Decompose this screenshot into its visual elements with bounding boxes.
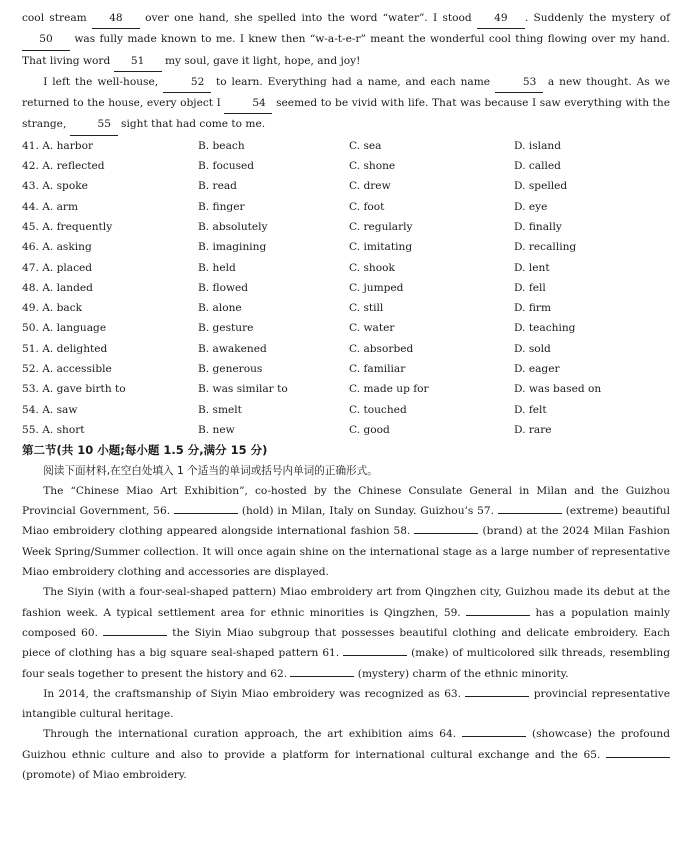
option-d: D. finally [514, 220, 562, 233]
passage-text: over one hand, she spelled into the word “water”. I stood [139, 12, 477, 24]
answer-blank [414, 533, 478, 534]
passage-text: the Siyin Miao subgroup that possesses beautiful clothing and delicate embroidery. Each piece of clothing has a big square seal-shaped pattern 61. [22, 626, 670, 660]
option-c: C. touched [349, 403, 407, 416]
answer-blank [462, 736, 526, 737]
option-c: C. drew [349, 180, 391, 193]
option-d: D. firm [514, 302, 552, 315]
passage-text: has a population mainly composed 60. [22, 606, 670, 639]
option-text: A. harbor [42, 139, 94, 152]
question-options-row [22, 298, 670, 318]
passage-text: Through the international curation approach, the art exhibition aims 64. [43, 728, 463, 741]
option-b: B. beach [198, 139, 245, 152]
passage-text: a new thought. As we returned to the house, every object I [22, 75, 670, 110]
question-options-row [22, 318, 670, 338]
option-text: A. asking [42, 241, 92, 254]
option-text: A. reflected [42, 160, 105, 173]
question-number: 54. [22, 403, 43, 416]
option-d: D. fell [514, 281, 546, 294]
option-a [22, 217, 198, 237]
option-a [22, 237, 198, 257]
passage-paragraph [22, 684, 670, 725]
option-a [22, 318, 198, 338]
question-options-row [22, 359, 670, 379]
option-a [22, 136, 198, 156]
passage-paragraph [22, 582, 670, 683]
answer-blank: 51 [114, 51, 162, 72]
answer-blank [465, 696, 529, 697]
option-a [22, 359, 198, 379]
option-d: D. spelled [514, 180, 568, 193]
option-b: B. focused [198, 160, 255, 173]
option-d: D. rare [514, 423, 552, 436]
question-options-row [22, 339, 670, 359]
option-text: A. placed [42, 261, 93, 274]
option-b: B. gesture [198, 322, 254, 335]
option-b: B. finger [198, 200, 245, 213]
question-number: 45. [22, 220, 43, 233]
option-text: A. language [42, 322, 107, 335]
passage-text: (hold) in Milan, Italy on Sunday. Guizhou’s 57. [237, 505, 498, 518]
question-number: 48. [22, 281, 43, 294]
passage-text: (brand) at the 2024 Milan Fashion Week Spring/Summer collection. It will once again shine on the international stage as a large number of representative Miao embroidery clothing and accessories are displayed. [22, 525, 670, 579]
question-number: 50. [22, 322, 43, 335]
passage-text: I left the well-house, [43, 75, 164, 88]
answer-blank [466, 615, 530, 616]
cloze-passage [22, 8, 670, 136]
question-number: 52. [22, 363, 43, 376]
question-number: 42. [22, 160, 43, 173]
option-c: C. jumped [349, 281, 404, 294]
passage-text: (promote) of Miao embroidery. [22, 768, 187, 781]
option-a [22, 298, 198, 318]
passage-paragraph [22, 724, 670, 785]
passage-text: (mystery) charm of the ethnic minority. [354, 667, 569, 680]
passage-text: my soul, gave it light, hope, and joy! [161, 54, 361, 67]
question-options-row [22, 197, 670, 217]
question-number: 47. [22, 261, 43, 274]
option-c: C. water [349, 322, 395, 335]
option-text: A. gave birth to [42, 383, 126, 396]
question-options-row [22, 136, 670, 156]
answer-blank [290, 676, 354, 677]
answer-blank: 50 [22, 29, 70, 50]
answer-blank: 53 [495, 72, 543, 93]
option-c: C. shone [349, 160, 396, 173]
question-number: 43. [22, 180, 43, 193]
option-b: B. flowed [198, 281, 249, 294]
option-text: A. spoke [42, 180, 88, 193]
option-a [22, 420, 198, 440]
question-options-row [22, 217, 670, 237]
option-d: D. sold [514, 342, 551, 355]
option-c: C. sea [349, 139, 382, 152]
option-c: C. familiar [349, 363, 406, 376]
question-options-row [22, 278, 670, 298]
answer-blank [343, 655, 407, 656]
passage-text: (make) of multicolored silk threads, resembling four seals together to present the history and 62. [22, 647, 670, 680]
passage-text: (showcase) the profound Guizhou ethnic culture and also to provide a platform for international cultural exchange and the 65. [22, 728, 670, 761]
option-a [22, 156, 198, 176]
question-options-row [22, 176, 670, 196]
option-b: B. imagining [198, 241, 267, 254]
option-text: A. accessible [42, 363, 112, 376]
option-a [22, 258, 198, 278]
option-b: B. new [198, 423, 235, 436]
grammar-passage [22, 481, 670, 785]
passage-paragraph [22, 8, 670, 72]
option-d: D. was based on [514, 383, 602, 396]
option-text: A. frequently [42, 220, 113, 233]
option-b: B. read [198, 180, 237, 193]
passage-text: (extreme) beautiful Miao embroidery clothing appeared alongside international fashion 58. [22, 505, 670, 538]
answer-blank: 54 [224, 93, 272, 114]
option-c: C. foot [349, 200, 385, 213]
option-c: C. imitating [349, 241, 413, 254]
option-c: C. absorbed [349, 342, 414, 355]
answer-blank: 52 [163, 72, 211, 93]
passage-text: cool stream [22, 12, 92, 24]
option-d: D. recalling [514, 241, 577, 254]
answer-blank [606, 757, 670, 758]
option-text: A. saw [42, 403, 78, 416]
option-a [22, 339, 198, 359]
answer-blank: 48 [92, 8, 140, 29]
question-number: 51. [22, 342, 43, 355]
option-c: C. regularly [349, 220, 413, 233]
option-b: B. awakened [198, 342, 267, 355]
question-options-row [22, 156, 670, 176]
section-heading: 第二节(共 10 小题;每小题 1.5 分,满分 15 分) [22, 443, 268, 458]
option-d: D. eye [514, 200, 548, 213]
passage-text: sight that had come to me. [117, 118, 266, 131]
option-a [22, 176, 198, 196]
answer-blank [174, 513, 238, 514]
option-b: B. held [198, 261, 236, 274]
passage-text: was fully made known to me. I knew then “w-a-t-e-r” meant the wonderful cool thing flowing over my hand. That living word [22, 33, 670, 67]
answer-blank [498, 513, 562, 514]
question-options-row [22, 379, 670, 399]
option-b: B. alone [198, 302, 242, 315]
option-b: B. absolutely [198, 220, 268, 233]
option-a [22, 379, 198, 399]
option-a [22, 278, 198, 298]
question-options-row [22, 237, 670, 257]
passage-text: The Siyin (with a four-seal-shaped pattern) Miao embroidery art from Qingzhen city, Guizhou made its debut at the fashion week. A typical settlement area for ethnic minorities is Qingzhen, 59. [22, 586, 670, 619]
option-text: A. short [42, 423, 85, 436]
option-b: B. generous [198, 363, 263, 376]
option-a [22, 197, 198, 217]
option-d: D. lent [514, 261, 550, 274]
question-number: 55. [22, 423, 43, 436]
answer-blank: 49 [477, 8, 525, 29]
option-text: A. back [42, 302, 83, 315]
option-d: D. teaching [514, 322, 576, 335]
passage-text: provincial representative intangible cultural heritage. [22, 687, 670, 721]
option-text: A. landed [42, 281, 93, 294]
option-d: D. felt [514, 403, 547, 416]
passage-paragraph [22, 72, 670, 136]
option-b: B. smelt [198, 403, 242, 416]
passage-text: In 2014, the craftsmanship of Siyin Miao embroidery was recognized as 63. [43, 687, 466, 700]
question-number: 49. [22, 302, 43, 315]
question-number: 46. [22, 241, 43, 254]
question-number: 44. [22, 200, 43, 213]
question-number: 41. [22, 139, 43, 152]
option-c: C. shook [349, 261, 395, 274]
answer-blank: 55 [70, 114, 118, 135]
option-c: C. still [349, 302, 384, 315]
passage-text: seemed to be vivid with life. That was because I saw everything with the strange, [22, 97, 670, 131]
option-c: C. made up for [349, 383, 429, 396]
options-list [22, 136, 670, 440]
question-options-row [22, 258, 670, 278]
option-d: D. island [514, 139, 561, 152]
option-b: B. was similar to [198, 383, 288, 396]
passage-text: . Suddenly the mystery of [524, 12, 671, 24]
question-options-row [22, 400, 670, 420]
section-instruction: 阅读下面材料,在空白处填入 1 个适当的单词或括号内单词的正确形式。 [43, 464, 378, 477]
option-c: C. good [349, 423, 390, 436]
option-text: A. delighted [42, 342, 108, 355]
option-a [22, 400, 198, 420]
passage-text: The “Chinese Miao Art Exhibition”, co-hosted by the Chinese Consulate General in Milan and the Guizhou Provincial Government, 56. [22, 484, 670, 518]
answer-blank [103, 635, 167, 636]
passage-text: to learn. Everything had a name, and each name [211, 75, 495, 88]
question-number: 53. [22, 383, 43, 396]
question-options-row [22, 420, 670, 440]
option-d: D. eager [514, 363, 560, 376]
option-text: A. arm [42, 200, 79, 213]
option-d: D. called [514, 160, 561, 173]
passage-paragraph [22, 481, 670, 582]
